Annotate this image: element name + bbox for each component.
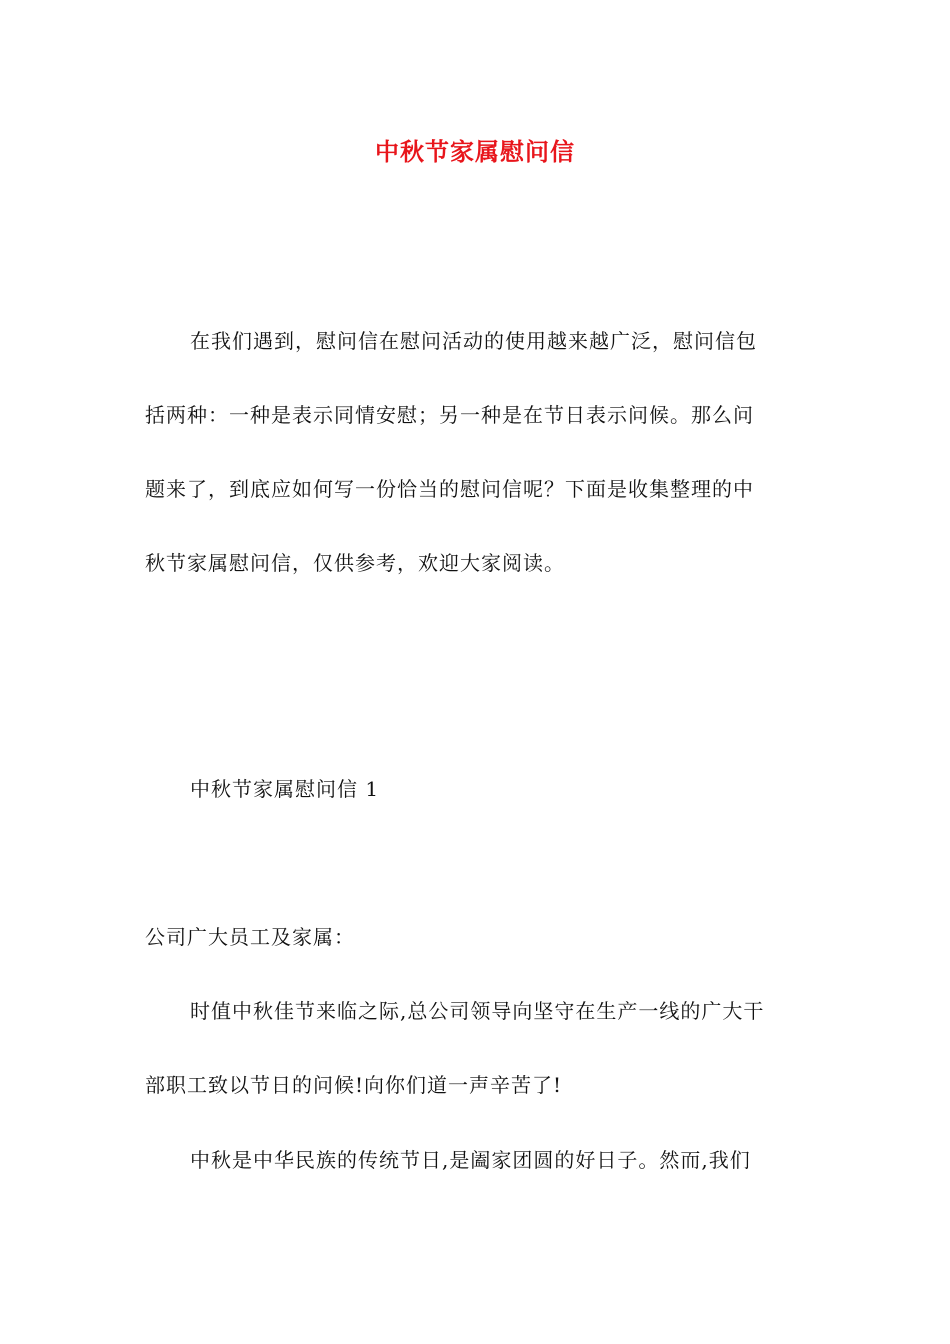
intro-line-4: 秋节家属慰问信，仅供参考，欢迎大家阅读。 [145,551,565,575]
intro-line-2: 括两种：一种是表示同情安慰；另一种是在节日表示问候。那么问 [145,403,754,427]
intro-line-3: 题来了，到底应如何写一份恰当的慰问信呢？下面是收集整理的中 [145,477,754,501]
document-title: 中秋节家属慰问信 [375,137,575,166]
body-line-3: 中秋是中华民族的传统节日,是阖家团圆的好日子。然而,我们 [190,1148,751,1172]
section-heading: 中秋节家属慰问信 1 [190,777,380,801]
intro-line-1: 在我们遇到，慰问信在慰问活动的使用越来越广泛，慰问信包 [190,329,757,353]
body-line-1: 时值中秋佳节来临之际,总公司领导向坚守在生产一线的广大干 [190,999,765,1023]
salutation: 公司广大员工及家属： [145,925,355,949]
body-line-2: 部职工致以节日的问候!向你们道一声辛苦了! [145,1073,563,1097]
